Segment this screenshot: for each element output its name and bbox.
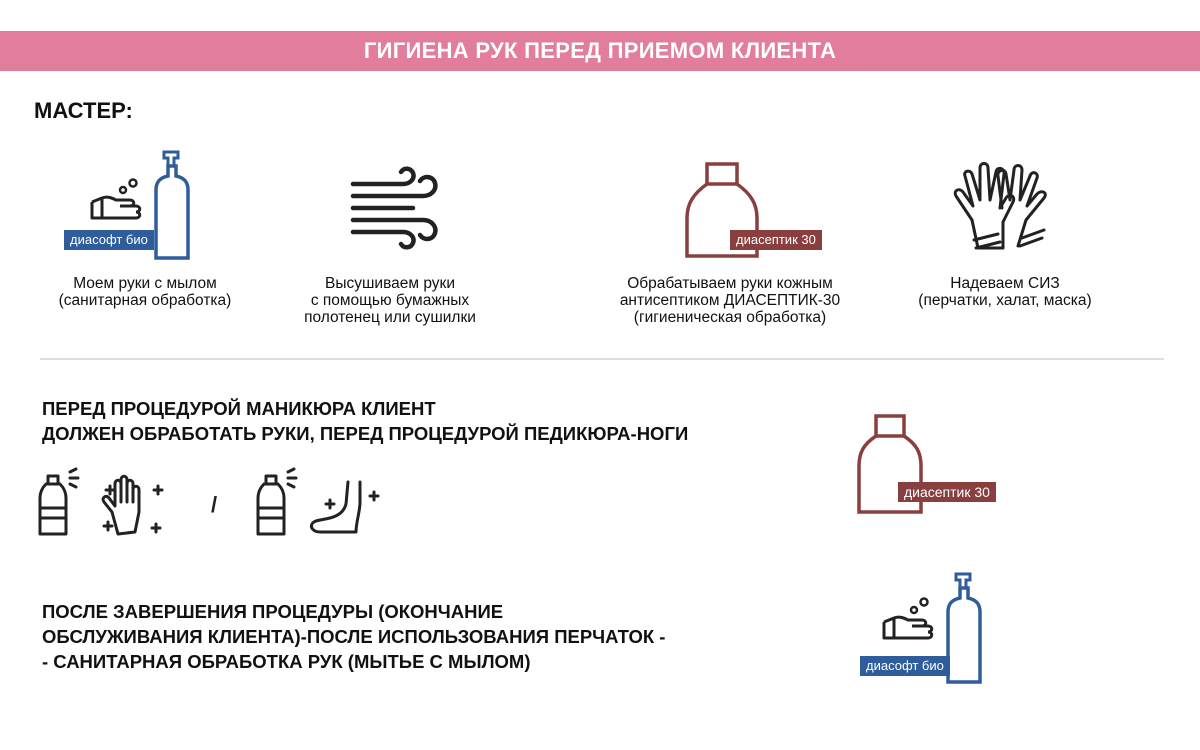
step-caption: Высушиваем руки с помощью бумажных полотенец или сушилки bbox=[304, 275, 476, 326]
step-caption: Надеваем СИЗ (перчатки, халат, маска) bbox=[918, 275, 1092, 309]
step-ppe bbox=[880, 150, 1130, 309]
page-banner: ГИГИЕНА РУК ПЕРЕД ПРИЕМОМ КЛИЕНТА bbox=[0, 31, 1200, 71]
step-caption: Моем руки с мылом (санитарная обработка) bbox=[58, 275, 232, 309]
product-label-diaseptic: диасептик 30 bbox=[730, 230, 822, 250]
step-caption: Обрабатываем руки кожным антисептиком ДИАСЕПТИК-30 (гигиеническая обработка) bbox=[619, 275, 841, 326]
step-dry-hands bbox=[280, 150, 500, 326]
gloves-icon bbox=[940, 150, 1070, 265]
product-label-diasoft: диасофт био bbox=[64, 230, 154, 250]
wind-icon bbox=[325, 150, 455, 265]
spray-hands-icon bbox=[38, 462, 178, 542]
after-procedure-instruction: ПОСЛЕ ЗАВЕРШЕНИЯ ПРОЦЕДУРЫ (ОКОНЧАНИЕ ОБСЛУЖИВАНИЯ КЛИЕНТА)-ПОСЛЕ ИСПОЛЬЗОВАНИЯ ПЕРЧАТОК - - САНИТАРНАЯ ОБРАБОТКА РУК (МЫТЬЕ С МЫЛОМ) bbox=[42, 601, 666, 672]
separator-slash: / bbox=[211, 492, 218, 517]
client-icons-row bbox=[38, 462, 458, 542]
master-heading: МАСТЕР: bbox=[34, 98, 133, 123]
after-soap-product bbox=[858, 570, 998, 688]
step-wash-hands bbox=[40, 150, 250, 309]
client-antiseptic-product bbox=[856, 412, 1036, 517]
product-label-diasoft: диасофт био bbox=[860, 656, 950, 676]
product-label-diaseptic: диасептик 30 bbox=[898, 482, 996, 502]
spray-foot-icon bbox=[256, 462, 396, 542]
client-hands-instruction: ПЕРЕД ПРОЦЕДУРОЙ МАНИКЮРА КЛИЕНТ ДОЛЖЕН ОБРАБОТАТЬ РУКИ, ПЕРЕД ПРОЦЕДУРОЙ ПЕДИКЮРА-НОГИ bbox=[42, 398, 689, 444]
step-antiseptic bbox=[580, 150, 880, 326]
section-divider bbox=[40, 358, 1164, 360]
